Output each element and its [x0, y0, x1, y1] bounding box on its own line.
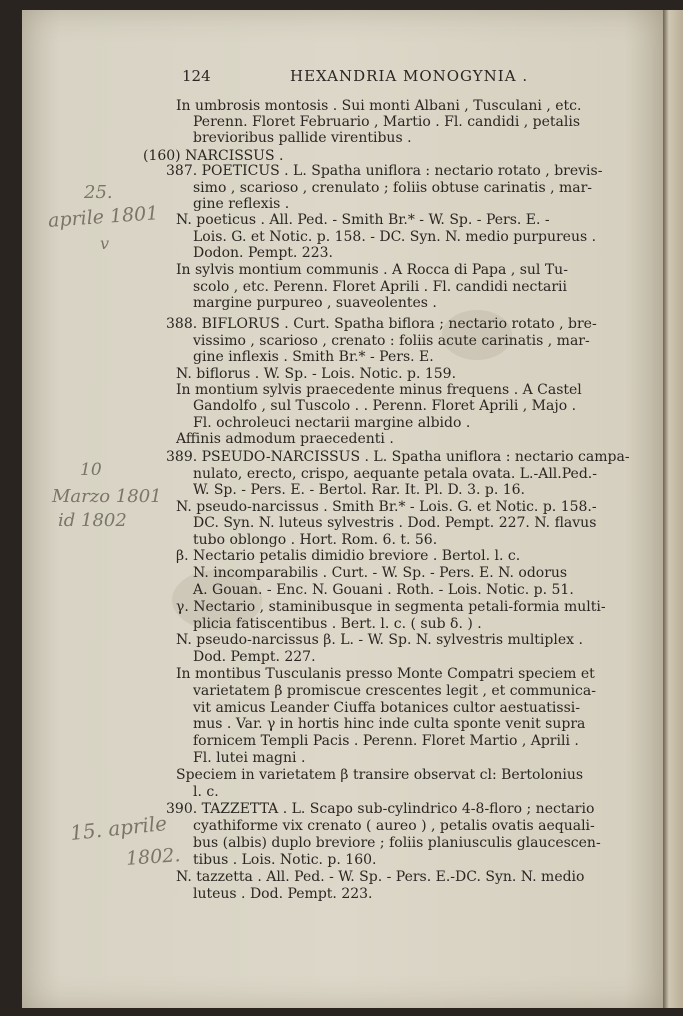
text-line: tibus . Lois. Notic. p. 160. — [193, 852, 377, 868]
handwritten-note: aprile 1801 — [47, 202, 160, 232]
text-line: A. Gouan. - Enc. N. Gouani . Roth. - Lois. Notic. p. 51. — [193, 582, 574, 598]
text-line: vissimo , scarioso , crenato : foliis acute carinatis , mar- — [193, 333, 590, 349]
text-line: gine reflexis . — [193, 196, 290, 212]
text-line: 388. BIFLORUS . Curt. Spatha biflora ; nectario rotato , bre- — [166, 316, 597, 332]
page-text — [22, 10, 663, 1008]
text-line: Dodon. Pempt. 223. — [193, 245, 333, 261]
text-line: N. incomparabilis . Curt. - W. Sp. - Pers. E. N. odorus — [193, 565, 568, 581]
handwritten-note: id 1802 — [58, 510, 127, 531]
text-line: DC. Syn. N. luteus sylvestris . Dod. Pempt. 227. N. flavus — [193, 515, 597, 531]
text-line: bus (albis) duplo breviore ; foliis planiusculis glaucescen- — [193, 835, 601, 851]
text-line: cyathiforme vix crenato ( aureo ) , petalis ovatis aequali- — [193, 818, 595, 834]
text-line: N. biflorus . W. Sp. - Lois. Notic. p. 159. — [176, 366, 457, 382]
text-line: l. c. — [193, 784, 219, 800]
handwritten-note: 1802. — [125, 844, 182, 870]
text-line: fornicem Templi Pacis . Perenn. Floret Martio , Aprili . — [193, 733, 579, 749]
text-line: brevioribus pallide virentibus . — [193, 130, 412, 146]
text-line: mus . Var. γ in hortis hinc inde culta sponte venit supra — [193, 716, 586, 732]
text-line: 389. PSEUDO-NARCISSUS . L. Spatha uniflora : nectario campa- — [166, 449, 630, 465]
text-line: Fl. lutei magni . — [193, 750, 306, 766]
text-line: vit amicus Leander Ciuffa botanices cultor aestuatissi- — [193, 700, 580, 716]
text-line: luteus . Dod. Pempt. 223. — [193, 886, 373, 902]
text-line: plicia fatiscentibus . Bert. l. c. ( sub δ. ) . — [193, 616, 482, 632]
text-line: tubo oblongo . Hort. Rom. 6. t. 56. — [193, 532, 438, 548]
running-title: HEXANDRIA MONOGYNIA . — [290, 67, 529, 85]
handwritten-note: Marzo 1801 — [52, 486, 162, 507]
text-line: 387. POETICUS . L. Spatha uniflora : nectario rotato , brevis- — [166, 163, 603, 179]
handwritten-note: 25. — [84, 182, 113, 203]
text-line: β. Nectario petalis dimidio breviore . Bertol. l. c. — [176, 548, 521, 564]
text-line: simo , scarioso , crenulato ; foliis obtuse carinatis , mar- — [193, 180, 593, 196]
text-line: scolo , etc. Perenn. Floret Aprili . Fl. candidi nectarii — [193, 279, 567, 295]
text-line: N. pseudo-narcissus β. L. - W. Sp. N. sylvestris multiplex . — [176, 632, 583, 648]
text-line: Dod. Pempt. 227. — [193, 649, 316, 665]
text-line: margine purpureo , suaveolentes . — [193, 295, 437, 311]
handwritten-note: 15. aprile — [69, 810, 169, 846]
text-line: nulato, erecto, crispo, aequante petala ovata. L.-All.Ped.- — [193, 466, 597, 482]
text-line: Speciem in varietatem β transire observat cl: Bertolonius — [176, 767, 584, 783]
page-edge — [663, 10, 683, 1008]
text-line: In montium sylvis praecedente minus frequens . A Castel — [176, 382, 582, 398]
text-line: Perenn. Floret Februario , Martio . Fl. candidi , petalis — [193, 114, 581, 130]
text-line: Lois. G. et Notic. p. 158. - DC. Syn. N. medio purpureus . — [193, 229, 597, 245]
text-line: Fl. ochroleuci nectarii margine albido . — [193, 415, 471, 431]
text-line: gine inflexis . Smith Br.* - Pers. E. — [193, 349, 434, 365]
text-line: In montibus Tusculanis presso Monte Compatri speciem et — [176, 666, 595, 682]
text-line: N. tazzetta . All. Ped. - W. Sp. - Pers. E.-DC. Syn. N. medio — [176, 869, 585, 885]
text-line: In umbrosis montosis . Sui monti Albani , Tusculani , etc. — [176, 98, 582, 114]
text-line: W. Sp. - Pers. E. - Bertol. Rar. It. Pl. D. 3. p. 16. — [193, 482, 526, 498]
page-number: 124 — [182, 67, 211, 85]
text-line: γ. Nectario , staminibusque in segmenta petali-formia multi- — [176, 599, 606, 615]
text-line: 390. TAZZETTA . L. Scapo sub-cylindrico 4-8-floro ; nectario — [166, 801, 595, 817]
text-line: (160) NARCISSUS . — [143, 148, 284, 164]
text-line: N. poeticus . All. Ped. - Smith Br.* - W. Sp. - Pers. E. - — [176, 212, 550, 228]
text-line: In sylvis montium communis . A Rocca di Papa , sul Tu- — [176, 262, 568, 278]
text-line: Gandolfo , sul Tuscolo . . Perenn. Floret Aprili , Majo . — [193, 398, 577, 414]
text-line: varietatem β promiscue crescentes legit , et communica- — [193, 683, 596, 699]
handwritten-note: 10 — [80, 460, 102, 480]
handwritten-note: v — [100, 234, 110, 253]
text-line: Affinis admodum praecedenti . — [176, 431, 394, 447]
book-page — [22, 10, 663, 1008]
text-line: N. pseudo-narcissus . Smith Br.* - Lois. G. et Notic. p. 158.- — [176, 499, 597, 515]
